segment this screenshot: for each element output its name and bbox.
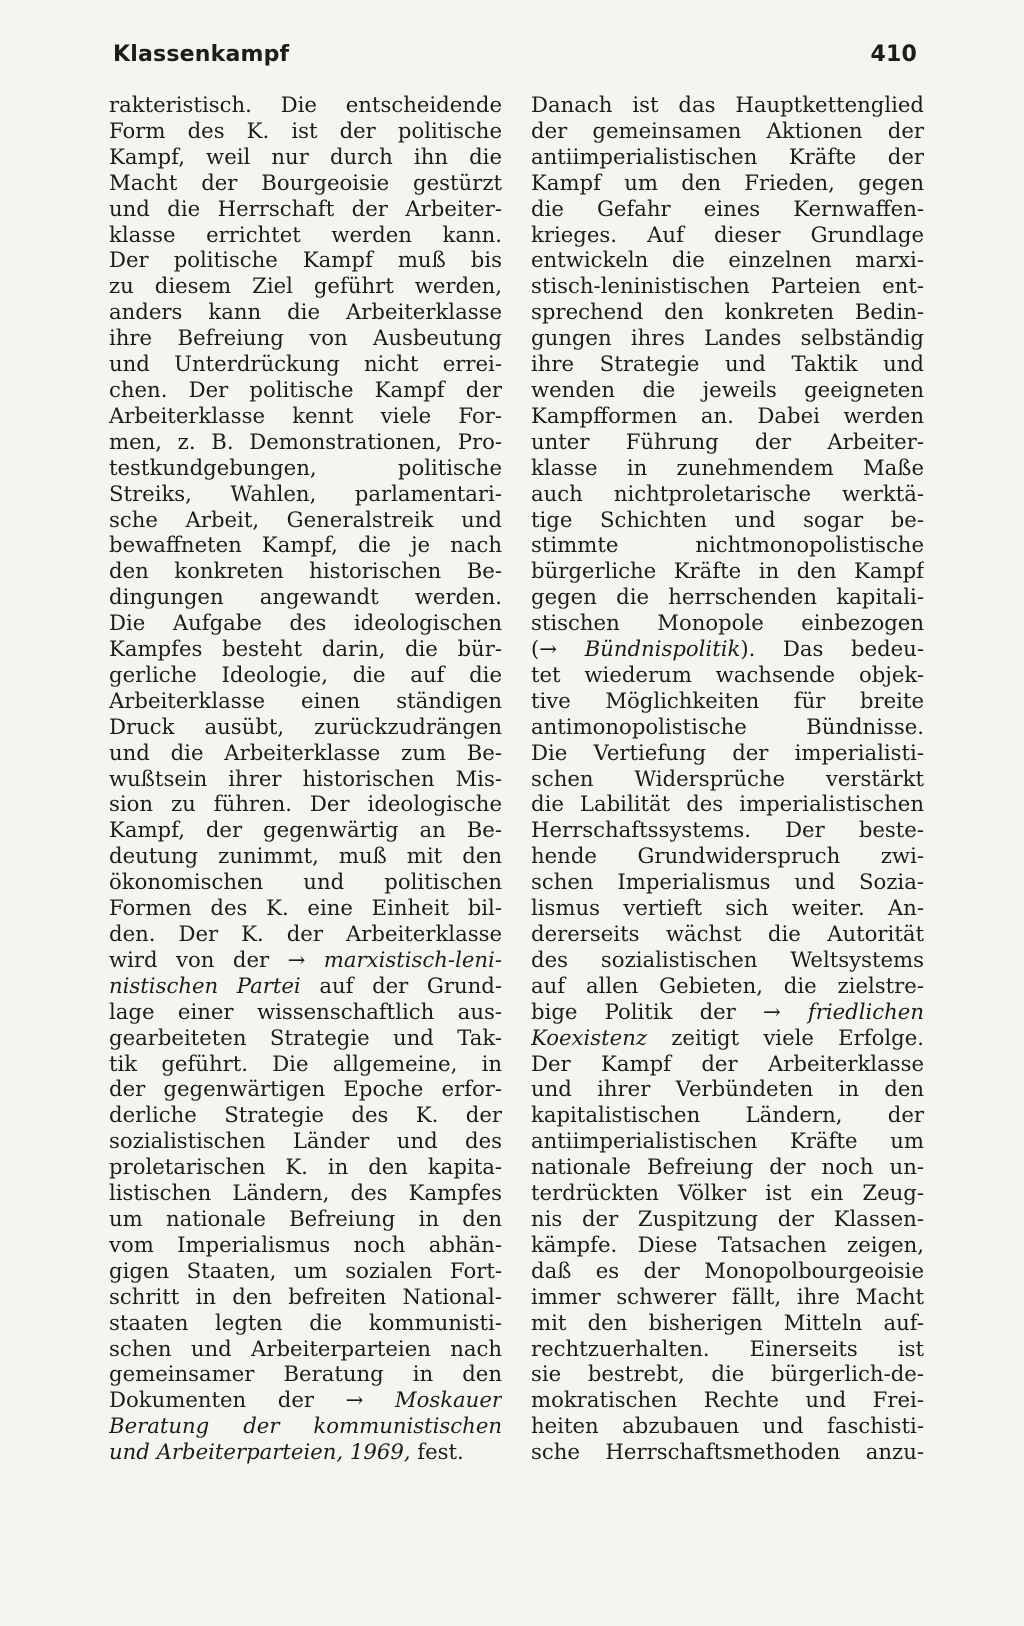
text-segment: chen. Der politische Kampf der [109,376,502,402]
text-segment: antiimperialistischen Kräfte um [531,1128,924,1154]
text-segment: rechtzuerhalten. Einerseits ist [531,1335,924,1361]
text-segment: Die Vertiefung der imperialisti- [531,739,924,765]
text-line [531,429,924,455]
text-line [531,507,924,533]
text-line [531,1284,924,1310]
text-line [109,1310,502,1336]
text-segment: Kampf, der gegenwärtig an Be- [109,817,502,843]
text-segment: ihre Strategie und Taktik und [531,351,924,377]
text-line [109,92,502,118]
text-line [531,1128,924,1154]
text-segment: zeitigt viele Erfolge. [647,1024,924,1050]
text-line [531,558,924,584]
text-segment: daß es der Monopolbourgeoisie [531,1257,924,1283]
text-line [531,662,924,688]
text-segment: wenden die jeweils geeigneten [531,376,924,402]
text-segment: terdrückten Völker ist ein Zeug- [531,1180,924,1206]
text-line [531,921,924,947]
text-segment: den. Der K. der Arbeiterklasse [109,921,502,946]
text-segment: lage einer wissenschaftlich aus- [109,998,502,1024]
text-line [531,247,924,273]
text-line [531,1258,924,1284]
cross-reference-arrow-icon: → [539,636,558,662]
text-segment: stisch-leninistischen Parteien ent- [531,273,924,299]
text-segment: sozialistischen Länder und des [109,1128,502,1154]
text-line [531,688,924,714]
text-segment: der gegenwärtigen Epoche erfor- [109,1076,502,1102]
cross-reference-arrow-icon: → [287,946,306,972]
text-segment: und Unterdrückung nicht errei- [109,351,502,377]
text-segment: proletarischen K. in den kapita- [109,1154,502,1180]
text-line [109,273,502,299]
text-segment: der gemeinsamen Aktionen der [531,117,924,143]
text-line [109,1387,502,1413]
text-segment: und ihrer Verbündeten in den [531,1076,924,1102]
text-segment: nationale Befreiung der noch un- [531,1154,924,1180]
text-segment: stimmte nichtmonopolistische [531,532,924,558]
text-segment: wird von der [109,946,288,972]
text-segment: Arbeiterklasse kennt viele For- [109,402,502,428]
text-line [531,999,924,1025]
text-line [109,947,502,973]
text-line [109,869,502,895]
text-line [531,1025,924,1051]
cross-reference-term: Bündnispolitik [557,636,741,662]
text-segment: vom Imperialismus noch abhän- [109,1231,502,1257]
text-line [109,481,502,507]
cross-reference-term: Koexistenz [531,1024,648,1050]
text-line [531,740,924,766]
text-line [109,144,502,170]
text-segment: sie bestrebt, die bürgerlich-de- [531,1361,924,1387]
text-line [109,222,502,248]
text-line [531,1180,924,1206]
text-line [109,299,502,325]
text-line [531,1361,924,1387]
text-line [109,1102,502,1128]
text-line [109,999,502,1025]
text-segment: wußtsein ihrer historischen Mis- [109,765,502,791]
text-line [531,843,924,869]
text-segment: Arbeiterklasse einen ständigen [109,687,502,713]
text-segment: listischen Ländern, des Kampfes [109,1180,502,1206]
text-segment: krieges. Auf dieser Grundlage [531,221,924,247]
text-segment: Der Kampf der Arbeiterklasse [531,1050,924,1076]
text-line [109,1439,502,1465]
text-segment: tet wiederum wachsende objek- [531,661,924,687]
text-segment: tive Möglichkeiten für breite [531,687,924,713]
text-line [531,1076,924,1102]
text-line [109,766,502,792]
text-segment: sche Arbeit, Generalstreik und [109,506,502,532]
text-segment: bewaffneten Kampf, die je nach [109,532,502,558]
text-segment: heiten abzubauen und faschisti- [531,1413,924,1439]
text-line [531,92,924,118]
text-line [531,636,924,662]
text-segment: schen Imperialismus und Sozia- [531,869,924,895]
text-segment: stischen Monopole einbezogen [531,610,924,636]
text-segment: fest. [410,1439,464,1465]
text-line [531,895,924,921]
text-line [109,636,502,662]
text-line [109,1076,502,1102]
text-line [109,895,502,921]
text-segment: nis der Zuspitzung der Klassen- [531,1205,924,1231]
text-segment: ( [531,636,540,662]
cross-reference-term: Moskauer [363,1387,502,1413]
text-line [109,558,502,584]
text-segment: bige Politik der [531,998,763,1024]
text-segment: Kampfes besteht darin, die bür- [109,636,502,662]
text-line [109,351,502,377]
text-segment: schritt in den befreiten National- [109,1283,502,1309]
text-line [531,1413,924,1439]
text-line [109,170,502,196]
text-segment: antimonopolistische Bündnisse. [531,713,924,739]
text-line [109,1180,502,1206]
text-segment: sion zu führen. Der ideologische [109,791,502,817]
text-segment: schen Widersprüche verstärkt [531,765,924,791]
text-line [531,1336,924,1362]
text-segment: die Labilität des imperialistischen [531,791,924,817]
text-segment: tik geführt. Die allgemeine, in [109,1050,502,1076]
text-segment: testkundgebungen, politische [109,454,502,480]
text-line [531,351,924,377]
text-line [531,196,924,222]
text-line [109,1154,502,1180]
text-segment: Der politische Kampf muß bis [109,247,502,273]
text-line [531,1102,924,1128]
text-segment: dererseits wächst die Autorität [531,921,924,946]
text-line [531,791,924,817]
text-line [109,740,502,766]
text-segment: zu diesem Ziel geführt werden, [109,273,502,299]
cross-reference-term: nistischen Partei [109,972,301,998]
text-segment: und die Herrschaft der Arbeiter- [109,195,502,221]
text-segment: ökonomischen und politischen [109,869,502,895]
text-segment: gegen die herrschenden kapitali- [531,584,924,610]
text-line [531,1051,924,1077]
text-line [531,118,924,144]
text-segment: entwickeln die einzelnen marxi- [531,247,924,273]
text-segment: Form des K. ist der politische [109,117,502,143]
text-line [109,377,502,403]
text-segment: Macht der Bourgeoisie gestürzt [109,169,502,195]
text-segment: ). Das bedeu- [740,636,924,662]
text-line [109,1361,502,1387]
text-line [109,1336,502,1362]
text-line [531,325,924,351]
text-segment: derliche Strategie des K. der [109,1102,502,1128]
text-line [531,584,924,610]
text-line [531,1387,924,1413]
text-segment: Streiks, Wahlen, parlamentari- [109,480,502,506]
text-line [109,584,502,610]
text-line [109,1051,502,1077]
text-line [531,714,924,740]
text-line [109,1284,502,1310]
text-column-right [531,92,924,1465]
page-header [113,42,917,78]
text-line [109,1025,502,1051]
text-segment: antiimperialistischen Kräfte der [531,143,924,169]
text-segment: deutung zunimmt, muß mit den [109,843,502,869]
text-line [531,973,924,999]
text-line [531,481,924,507]
text-line [109,1258,502,1284]
text-line [531,817,924,843]
text-line [531,1206,924,1232]
text-segment: Kampf, weil nur durch ihn die [109,143,502,169]
text-segment: des sozialistischen Weltsystems [531,946,924,972]
text-segment: Dokumenten der [109,1387,346,1413]
text-line [531,377,924,403]
text-segment: und die Arbeiterklasse zum Be- [109,739,502,765]
text-line [531,170,924,196]
text-segment: schen und Arbeiterparteien nach [109,1335,502,1361]
text-segment: Danach ist das Hauptkettenglied [531,92,924,117]
text-line [531,610,924,636]
text-segment: den konkreten historischen Be- [109,558,502,584]
text-line [109,610,502,636]
text-line [531,222,924,248]
text-segment: klasse errichtet werden kann. [109,221,502,247]
text-line [109,429,502,455]
page-number: 410 [870,42,917,67]
text-column-left [109,92,502,1465]
text-line [109,196,502,222]
text-segment: hende Grundwiderspruch zwi- [531,843,924,869]
text-line [531,1439,924,1465]
text-line [109,791,502,817]
text-segment: bürgerliche Kräfte in den Kampf [531,558,924,584]
text-segment: Kampf um den Frieden, gegen [531,169,924,195]
text-segment: anders kann die Arbeiterklasse [109,299,502,325]
text-segment: mit den bisherigen Mitteln auf- [531,1309,924,1335]
running-head-title: Klassenkampf [113,42,290,67]
text-line [109,403,502,429]
text-line [531,273,924,299]
text-line [109,843,502,869]
text-segment: gearbeiteten Strategie und Tak- [109,1024,502,1050]
cross-reference-term: marxistisch-leni- [305,946,502,972]
text-segment: um nationale Befreiung in den [109,1205,502,1231]
text-line [109,714,502,740]
text-line [531,1310,924,1336]
text-segment: sprechend den konkreten Bedin- [531,299,924,325]
text-segment: lismus vertieft sich weiter. An- [531,895,924,921]
text-segment: Formen des K. eine Einheit bil- [109,895,502,921]
text-line [109,247,502,273]
text-segment: unter Führung der Arbeiter- [531,428,924,454]
text-segment: gigen Staaten, um sozialen Fort- [109,1257,502,1283]
text-line [531,1154,924,1180]
text-line [531,947,924,973]
text-segment: Kampfformen an. Dabei werden [531,402,924,428]
text-segment: auch nichtproletarische werktä- [531,480,924,506]
text-segment: sche Herrschaftsmethoden anzu- [531,1439,924,1465]
text-line [531,403,924,429]
text-segment: staaten legten die kommunisti- [109,1309,502,1335]
text-segment: gerliche Ideologie, die auf die [109,661,502,687]
text-segment: Herrschaftssystems. Der beste- [531,817,924,843]
text-line [109,817,502,843]
text-line [109,1206,502,1232]
text-segment: rakteristisch. Die entscheidende [109,92,502,117]
text-segment: mokratischen Rechte und Frei- [531,1387,924,1413]
text-segment: auf allen Gebieten, die zielstre- [531,972,924,998]
text-line [109,921,502,947]
text-segment: gungen ihres Landes selbständig [531,325,924,351]
cross-reference-term: friedlichen [780,998,924,1024]
text-line [531,144,924,170]
cross-reference-term: Beratung der kommunistischen [109,1413,502,1439]
text-segment: tige Schichten und sogar be- [531,506,924,532]
text-segment: auf der Grund- [300,972,502,998]
text-segment: kapitalistischen Ländern, der [531,1102,924,1128]
text-line [109,532,502,558]
text-line [109,118,502,144]
text-line [109,1232,502,1258]
text-line [531,1232,924,1258]
text-segment: gemeinsamer Beratung in den [109,1361,502,1387]
text-line [109,662,502,688]
text-segment: Druck ausübt, zurückzudrängen [109,713,502,739]
cross-reference-term: und Arbeiterparteien, 1969, [109,1439,411,1465]
text-line [109,455,502,481]
text-line [109,1128,502,1154]
text-segment: immer schwerer fällt, ihre Macht [531,1283,924,1309]
text-line [109,1413,502,1439]
text-segment: ihre Befreiung von Ausbeutung [109,325,502,351]
text-segment: kämpfe. Diese Tatsachen zeigen, [531,1231,924,1257]
text-segment: klasse in zunehmendem Maße [531,454,924,480]
text-segment: dingungen angewandt werden. [109,584,502,610]
cross-reference-arrow-icon: → [762,998,781,1024]
text-segment: die Gefahr eines Kernwaffen- [531,195,924,221]
text-line [109,688,502,714]
text-segment: Die Aufgabe des ideologischen [109,610,502,636]
text-line [531,766,924,792]
text-line [109,507,502,533]
text-line [531,869,924,895]
text-line [109,325,502,351]
text-line [109,973,502,999]
text-line [531,532,924,558]
text-segment: men, z. B. Demonstrationen, Pro- [109,428,502,454]
text-line [531,299,924,325]
text-line [531,455,924,481]
cross-reference-arrow-icon: → [345,1387,364,1413]
